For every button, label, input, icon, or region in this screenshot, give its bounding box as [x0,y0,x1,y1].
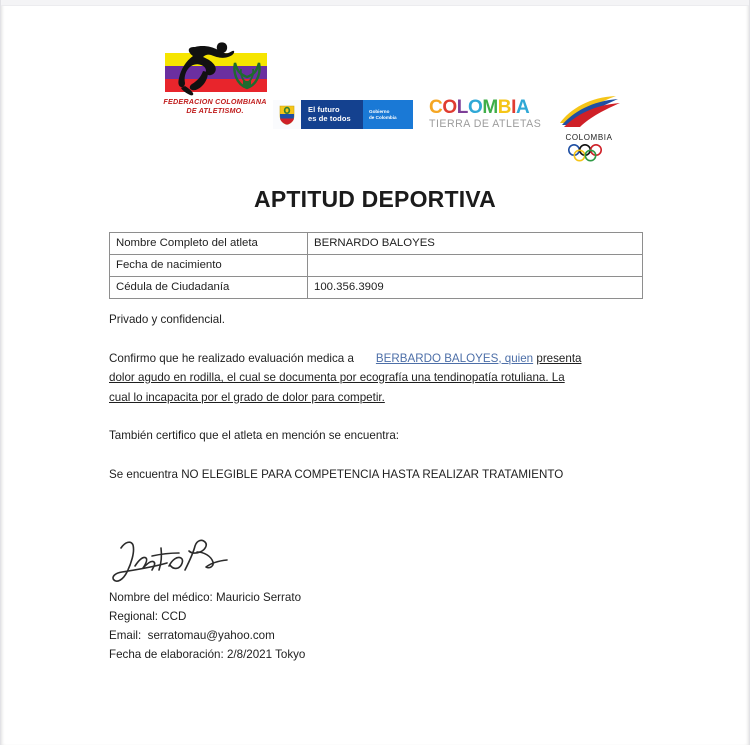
statement-line2: cual lo incapacita por el grado de dolor para competir. [109,390,385,404]
document-body [109,310,643,503]
gobierno-slogan [301,100,363,129]
slogan-line2: es de todos [308,113,351,123]
doctor-name: Nombre del médico: Mauricio Serrato [109,591,302,604]
logo-header-bar [1,38,749,142]
doctor-email: Email: serratomau@yahoo.com [109,629,275,642]
colombia-tierra-de-atletas-logo [429,97,542,130]
row-label-fecha-nacimiento: Fecha de nacimiento [110,255,308,277]
colombia-letter: B [497,97,512,118]
table-row [110,233,643,255]
regional-office: Regional: CCD [109,610,187,623]
tierra-de-atletas-text: TIERRA DE ATLETAS [429,118,542,130]
colombia-shield-icon [273,100,301,129]
handwritten-signature [109,534,249,586]
row-value-cedula: 100.356.3909 [308,277,643,299]
entity-line2: de Colombia [369,114,397,120]
olympic-swoosh-icon [556,93,622,129]
running-athlete-icon [175,38,237,96]
olympic-rings-icon [565,143,613,163]
federation-flag-emblem [159,38,271,96]
entity-line1: Gobierno [369,109,390,114]
olympic-committee-name: COLOMBIA [565,133,613,142]
medical-statement [109,349,643,408]
gobierno-entity [363,100,413,129]
athlete-info-table [109,232,643,299]
colombia-letter: O [442,97,457,118]
federacion-colombiana-atletismo-logo [159,38,271,115]
colombia-letter: M [482,97,498,118]
statement-presenta: presenta [536,351,582,365]
table-row [110,255,643,277]
federation-name-line2: DE ATLETISMO. [186,106,244,115]
colombia-letter: I [511,97,516,118]
signature-block [109,534,529,664]
gobierno-de-colombia-logo [273,100,413,129]
row-label-cedula: Cédula de Ciudadanía [110,277,308,299]
eligibility-status: Se encuentra NO ELEGIBLE PARA COMPETENCIA HASTA REALIZAR TRATAMIENTO [109,467,564,481]
colombia-letter: C [429,97,443,118]
certification-intro: También certifico que el atleta en mención se encuentra: [109,429,400,442]
athlete-name-link[interactable]: BERBARDO BALOYES, quien [375,351,534,365]
elaboration-date: Fecha de elaboración: 2/8/2021 Tokyo [109,648,306,661]
row-value-nombre: BERNARDO BALOYES [308,233,643,255]
colombia-letter: O [467,97,483,118]
colombia-letter: L [456,97,468,118]
colombia-letter: A [515,97,530,118]
confidentiality-note: Privado y confidencial. [109,313,225,326]
federation-name-text [159,97,271,115]
row-value-fecha-nacimiento [308,255,643,277]
row-label-nombre: Nombre Completo del atleta [110,233,308,255]
comite-olimpico-colombiano-logo [556,93,622,168]
page-title: APTITUD DEPORTIVA [254,186,496,212]
statement-lead: Confirmo que he realizado evaluación medica a [109,351,354,365]
statement-line1: dolor agudo en rodilla, el cual se documenta por ecografía una tendinopatía rotuliana. La [109,371,565,384]
federation-name-line1: FEDERACION COLOMBIANA [163,97,267,106]
colombia-wordmark [429,98,529,118]
table-row [110,277,643,299]
slogan-line1: El futuro [308,105,340,114]
